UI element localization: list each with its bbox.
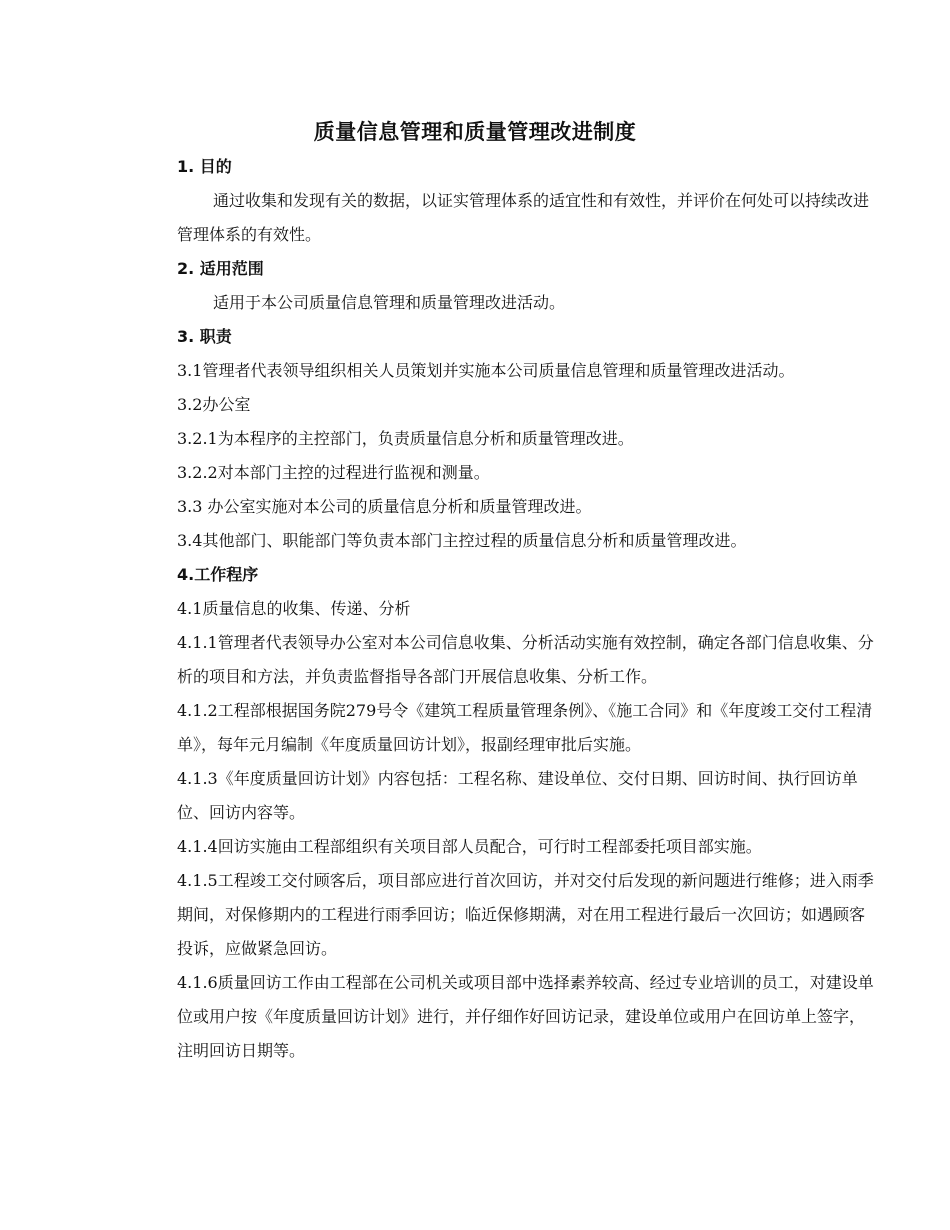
clause-4-1-3: 4.1.3《年度质量回访计划》内容包括：工程名称、建设单位、交付日期、回访时间、执行回访单位、回访内容等。 [177,769,858,822]
section-heading-responsibilities: 3. 职责 [177,327,232,346]
purpose-paragraph: 通过收集和发现有关的数据，以证实管理体系的适宜性和有效性，并评价在何处可以持续改进管理体系的有效性。 [177,191,870,244]
section-heading-procedure: 4.工作程序 [177,565,259,584]
clause-3-4: 3.4其他部门、职能部门等负责本部门主控过程的质量信息分析和质量管理改进。 [177,531,747,550]
clause-4-1-2: 4.1.2工程部根据国务院279号令《建筑工程质量管理条例》、《施工合同》和《年度竣工交付工程清单》，每年元月编制《年度质量回访计划》，报副经理审批后实施。 [177,701,873,754]
clause-3-2-1: 3.2.1为本程序的主控部门，负责质量信息分析和质量管理改进。 [177,429,634,448]
clause-3-3: 3.3 办公室实施对本公司的质量信息分析和质量管理改进。 [177,497,592,516]
clause-3-2: 3.2办公室 [177,395,251,414]
section-heading-purpose: 1. 目的 [177,157,232,176]
document-body [177,150,877,1068]
section-heading-scope: 2. 适用范围 [177,259,264,278]
clause-3-2-2: 3.2.2对本部门主控的过程进行监视和测量。 [177,463,490,482]
clause-4-1-6: 4.1.6质量回访工作由工程部在公司机关或项目部中选择素养较高、经过专业培训的员工，对建设单位或用户按《年度质量回访计划》进行，并仔细作好回访记录，建设单位或用户在回访单上签字，注明回访日期等。 [177,973,874,1060]
clause-4-1-5: 4.1.5工程竣工交付顾客后，项目部应进行首次回访，并对交付后发现的新问题进行维修；进入雨季期间，对保修期内的工程进行雨季回访；临近保修期满，对在用工程进行最后一次回访；如遇顾客投诉，应做紧急回访。 [177,871,874,958]
clause-4-1-4: 4.1.4回访实施由工程部组织有关项目部人员配合，可行时工程部委托项目部实施。 [177,837,762,856]
scope-paragraph: 适用于本公司质量信息管理和质量管理改进活动。 [213,293,566,312]
document-title: 质量信息管理和质量管理改进制度 [313,120,637,144]
clause-4-1-1: 4.1.1管理者代表领导办公室对本公司信息收集、分析活动实施有效控制，确定各部门信息收集、分析的项目和方法，并负责监督指导各部门开展信息收集、分析工作。 [177,633,874,686]
clause-4-1: 4.1质量信息的收集、传递、分析 [177,599,411,618]
clause-3-1: 3.1管理者代表领导组织相关人员策划并实施本公司质量信息管理和质量管理改进活动。 [177,361,795,380]
